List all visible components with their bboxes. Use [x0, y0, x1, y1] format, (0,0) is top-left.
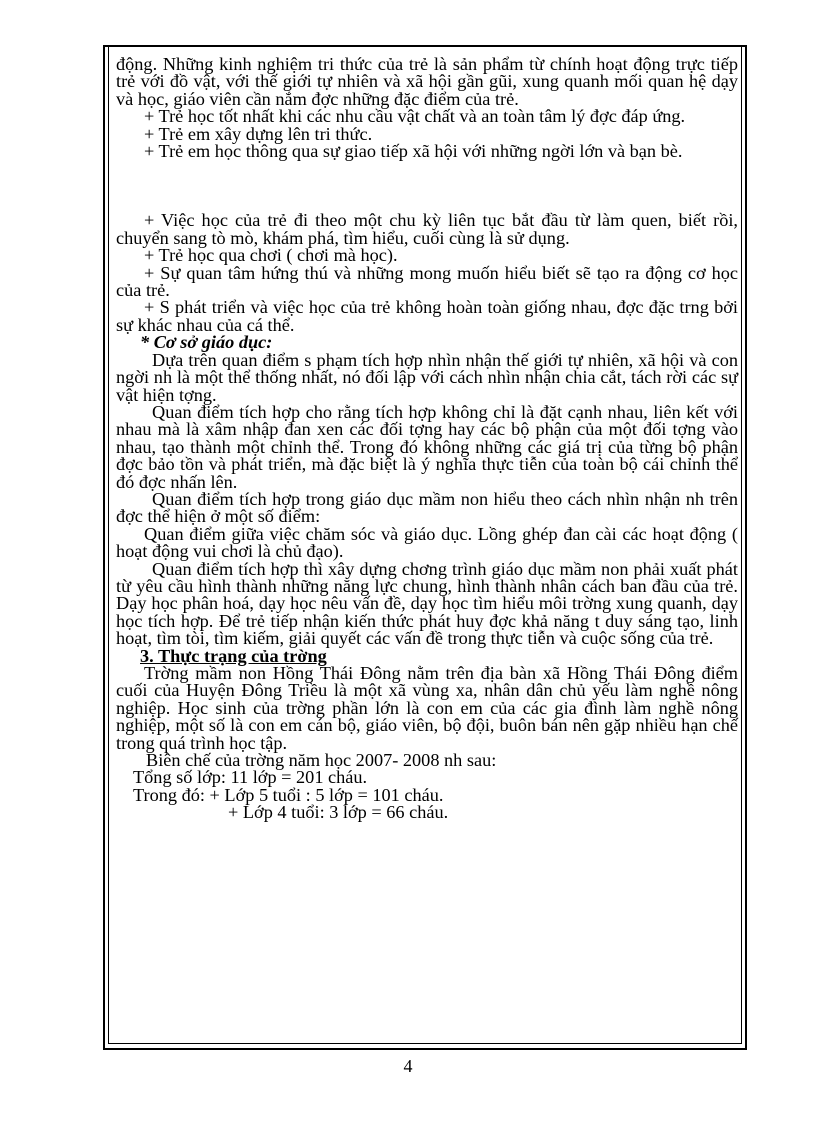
bullet-item: + Sự quan tâm hứng thú và những mong muốn hiểu biết sẽ tạo ra động cơ học của trẻ. [116, 262, 738, 301]
bullet-item: + Trẻ em học thông qua sự giao tiếp xã hội với những ngời lớn và bạn bè. [144, 141, 683, 162]
paragraph: Quan điểm tích hợp cho rằng tích hợp không chỉ là đặt cạnh nhau, liên kết với nhau mà là xâm nhập đan xen các đối tợng hay các bộ phận của một đối tợng vào nhau, tạo thành một chỉnh thể. Trong đó không những các giá trị của từng bộ phận đợc bảo tồn và phát triển, mà đặc biệt là ý nghĩa thực tiễn của toàn bộ cái chỉnh thể đó đợc nhấn lên. [116, 401, 738, 492]
document-body [116, 56, 738, 822]
bullet-item: + Trẻ em xây dựng lên tri thức. [144, 123, 373, 144]
paragraph: động. Những kinh nghiệm tri thức của trẻ là sản phẩm từ chính hoạt động trực tiếp trẻ với đồ vật, với thế giới tự nhiên và xã hội gần gũi, xung quanh mối quan hệ dạy và học, giáo viên cần nắm đợc những đặc điểm của trẻ. [116, 54, 738, 109]
stats-line: + Lớp 4 tuổi: 3 lớp = 66 cháu. [228, 802, 449, 823]
bullet-item: + S phát triển và việc học của trẻ không hoàn toàn giống nhau, đợc đặc trng bởi sự khác nhau của cá thể. [116, 297, 738, 335]
paragraph: Dựa trên quan điểm s phạm tích hợp nhìn nhận thế giới tự nhiên, xã hội và con ngời nh là một thể thống nhất, nó đối lập với cách nhìn nhận chia cắt, tách rời các sự vật hiện tợng. [116, 349, 738, 405]
bullet-item: + Trẻ học qua chơi ( chơi mà học). [144, 245, 398, 266]
section-heading: * Cơ sở giáo dục: [140, 332, 273, 353]
stats-line: Trong đó: + Lớp 5 tuổi : 5 lớp = 101 cháu. [133, 784, 444, 805]
stats-line: Tổng số lớp: 11 lớp = 201 cháu. [133, 767, 368, 788]
page-number: 4 [403, 1056, 413, 1076]
bullet-item: + Việc học của trẻ đi theo một chu kỳ liên tục bắt đầu từ làm quen, biết rồi, chuyển sang tò mò, khám phá, tìm hiểu, cuối cùng là sử dụng. [116, 210, 738, 248]
paragraph: Trờng mầm non Hồng Thái Đông nằm trên địa bàn xã Hồng Thái Đông điểm cuối của Huyện Đông Triều là một xã vùng xa, nhân dân chủ yếu làm nghề nông nghiệp. Học sinh của trờng phần lớn là con em của các gia đình làm nghề nông nghiệp, một số là con em cán bộ, giáo viên, bộ đội, buôn bán nên gặp nhiều hạn chế trong quá trình học tập. [116, 663, 738, 753]
paragraph: Quan điểm tích hợp thì xây dựng chơng trình giáo dục mầm non phải xuất phát từ yêu cầu hình thành những năng lực chung, hình thành nhân cách ban đầu của trẻ. Dạy học phân hoá, dạy học nêu vấn đề, dạy học tìm hiểu môi trờng xung quanh, dạy học tích hợp. Để trẻ tiếp nhận kiến thức phát huy đợc khả năng t duy sáng tạo, linh hoạt, tìm tòi, tìm kiếm, giải quyết các vấn đề trong thực tiễn và cuộc sống của trẻ. [116, 558, 738, 649]
paragraph: Quan điểm giữa việc chăm sóc và giáo dục. Lồng ghép đan cài các hoạt động ( hoạt động vui chơi là chủ đạo). [116, 523, 738, 562]
paragraph: Biên chế của trờng năm học 2007- 2008 nh sau: [146, 750, 497, 771]
bullet-item: + Trẻ học tốt nhất khi các nhu cầu vật chất và an toàn tâm lý đợc đáp ứng. [144, 106, 686, 127]
paragraph: Quan điểm tích hợp trong giáo dục mầm non hiểu theo cách nhìn nhận nh trên đợc thể hiện ở một số điểm: [116, 488, 738, 527]
section-heading-text: 3. Thực trạng của trờng [140, 645, 327, 666]
blank-space [116, 160, 738, 212]
